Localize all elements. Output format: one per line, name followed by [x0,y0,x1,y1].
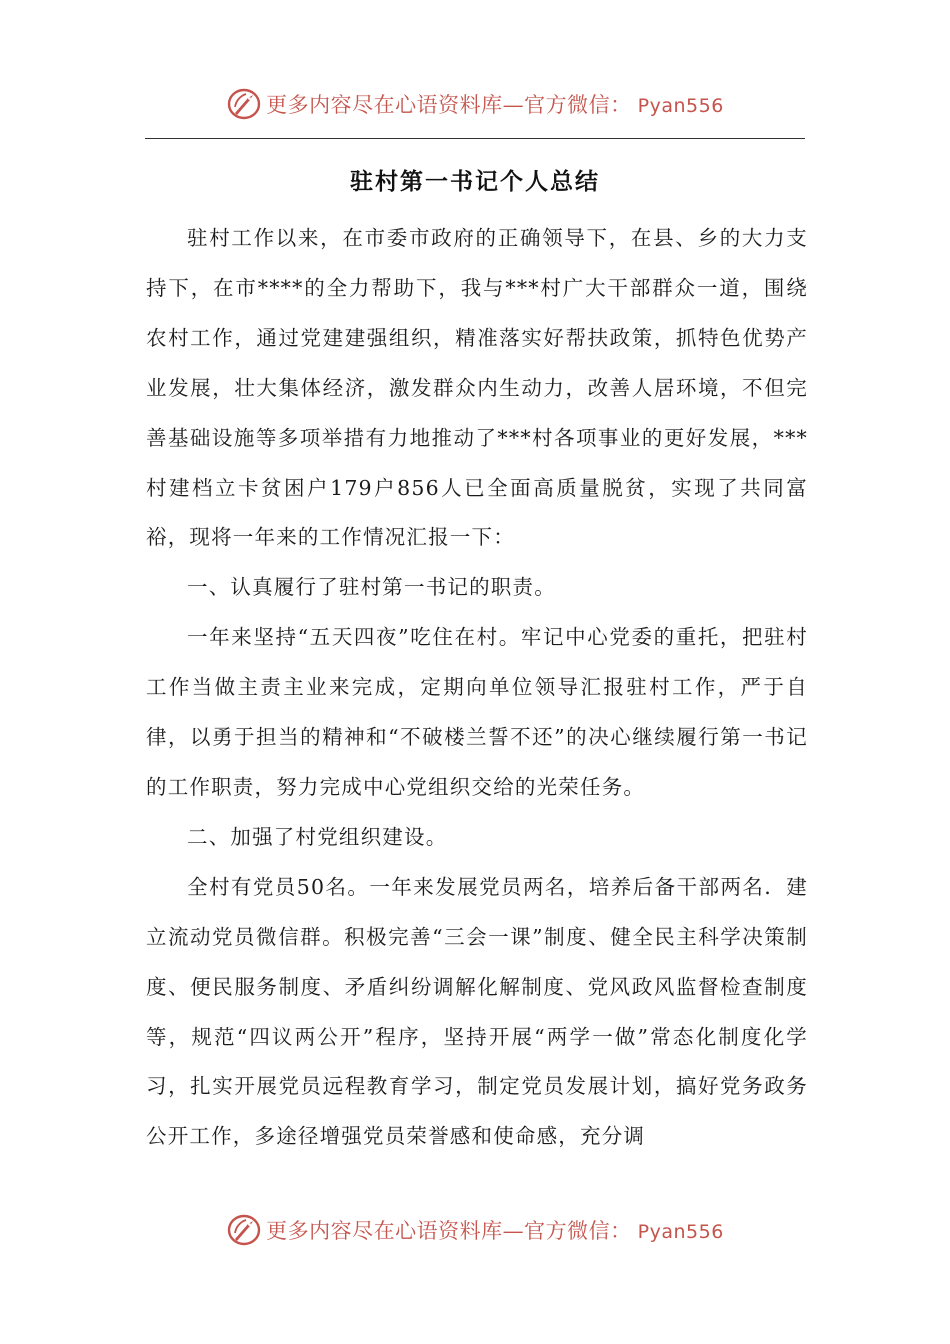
paragraph-intro: 驻村工作以来，在市委市政府的正确领导下，在县、乡的大力支持下，在市****的全力帮助下，我与***村广大干部群众一道，围绕农村工作，通过党建建强组织，精准落实好帮扶政策，抓特色优势产业发展，壮大集体经济，激发群众内生动力，改善人居环境，不但完善基础设施等多项举措有力地推动了***村各项事业的更好发展，***村建档立卡贫困户179户856人已全面高质量脱贫，实现了共同富裕，现将一年来的工作情况汇报一下： [146,226,808,550]
watermark-text [266,89,724,119]
document-title: 驻村第一书记个人总结 [350,169,600,195]
pen-nib-logo-icon [226,1212,262,1248]
header-divider [145,138,805,139]
watermark-text [266,1215,724,1245]
paragraph-duties: 一年来坚持“五天四夜”吃住在村。牢记中心党委的重托，把驻村工作当做主责主业来完成，定期向单位领导汇报驻村工作，严于自律，以勇于担当的精神和“不破楼兰誓不还”的决心继续履行第一书记的工作职责，努力完成中心党组织交给的光荣任务。 [146,625,808,799]
watermark-banner-top [0,82,950,126]
pen-nib-logo-icon [226,86,262,122]
document-body [146,214,808,1162]
watermark-slogan: 更多内容尽在心语资料库—官方微信： [266,93,632,117]
watermark-wechat-id: Pyan556 [637,1221,724,1243]
section-heading-1: 一、认真履行了驻村第一书记的职责。 [187,575,556,600]
watermark-wechat-id: Pyan556 [637,95,724,117]
watermark-banner-bottom [0,1208,950,1252]
section-heading-2: 二、加强了村党组织建设。 [187,824,448,849]
watermark-slogan: 更多内容尽在心语资料库—官方微信： [266,1219,632,1243]
paragraph-party-building: 全村有党员50名。一年来发展党员两名，培养后备干部两名．建立流动党员微信群。积极完善“三会一课”制度、健全民主科学决策制度、便民服务制度、矛盾纠纷调解化解制度、党风政风监督检查制度等，规范“四议两公开”程序，坚持开展“两学一做”常态化制度化学习，扎实开展党员远程教育学习，制定党员发展计划，搞好党务政务公开工作，多途径增强党员荣誉感和使命感，充分调 [146,874,808,1149]
